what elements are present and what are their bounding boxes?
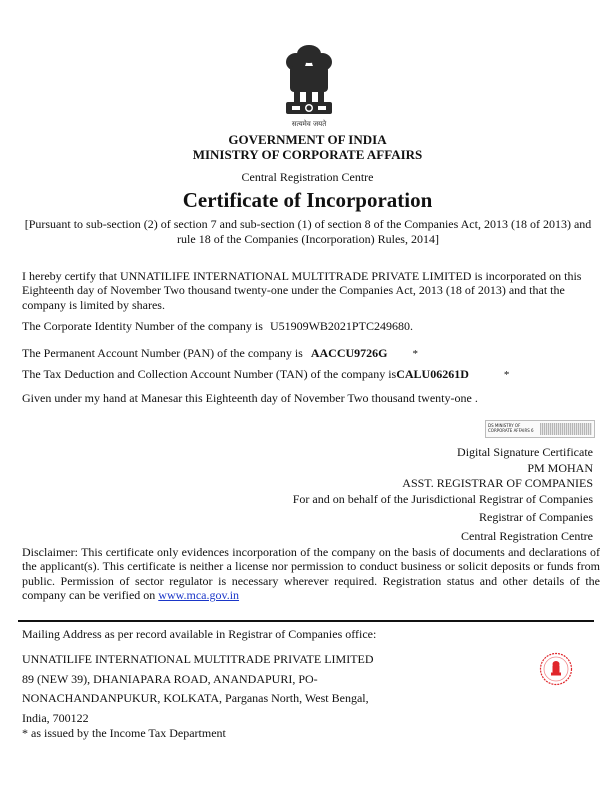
signature-label: Digital Signature Certificate xyxy=(457,445,593,459)
signatory-designation: ASST. REGISTRAR OF COMPANIES xyxy=(402,476,593,490)
signature-block xyxy=(293,445,593,544)
tan-asterisk: * xyxy=(503,369,510,381)
emblem-motto: सत्यमेव जयते xyxy=(291,120,327,128)
disclaimer-text: Disclaimer: This certificate only evidences incorporation of the company on the basis of documents and declarations of the applicant(s). This certificate is neither a license nor permission to conduct business or solicit deposits or funds from public. Permission of sector regulator is necessary wherever required. Registration status and other details of the company can be verified on xyxy=(22,545,600,603)
stamp-line-2: CORPORATE AFFAIRS 6 xyxy=(488,428,534,433)
address-line-1: UNNATILIFE INTERNATIONAL MULTITRADE PRIVATE LIMITED xyxy=(22,652,374,666)
digital-signature-stamp xyxy=(485,420,595,438)
signature-stamp-text xyxy=(488,423,538,433)
signatory-centre: Central Registration Centre xyxy=(461,528,593,543)
address-line-3: NONACHANDANPUKUR, KOLKATA, Parganas North, West Bengal, xyxy=(22,691,369,705)
given-line: Given under my hand at Manesar this Eighteenth day of November Two thousand twenty-one . xyxy=(22,391,478,405)
centre-line: Central Registration Centre xyxy=(241,170,374,184)
cin-label: The Corporate Identity Number of the company is xyxy=(22,319,263,333)
pan-value: AACCU9726G xyxy=(310,346,388,360)
pan-asterisk: * xyxy=(412,348,418,360)
address-line-2: 89 (NEW 39), DHANIAPARA ROAD, ANANDAPURI, PO- xyxy=(22,671,318,686)
cin-value: U51909WB2021PTC249680. xyxy=(269,319,413,333)
cin-line xyxy=(22,319,602,333)
address-line-4: India, 700122 xyxy=(22,710,89,725)
government-line: GOVERNMENT OF INDIA xyxy=(228,132,387,147)
stamp-line-1: DS MINISTRY OF xyxy=(488,423,521,428)
tan-line xyxy=(22,367,602,382)
tan-value: CALU06261D xyxy=(396,367,469,381)
document-title: Certificate of Incorporation xyxy=(182,188,433,212)
signatory-name: PM MOHAN xyxy=(527,460,593,475)
footnote: * as issued by the Income Tax Department xyxy=(22,726,226,740)
pursuant-line-2: rule 18 of the Companies (Incorporation) Rules, 2014] xyxy=(177,232,439,246)
pan-line xyxy=(22,346,602,361)
tan-label: The Tax Deduction and Collection Account Number (TAN) of the company is xyxy=(22,367,397,381)
pursuant-clause xyxy=(18,217,598,247)
mailing-heading: Mailing Address as per record available in Registrar of Companies office: xyxy=(22,627,377,641)
ashoka-emblem-icon xyxy=(276,2,342,130)
mca-website-link[interactable]: www.mca.gov.in xyxy=(158,588,240,603)
ministry-line: MINISTRY OF CORPORATE AFFAIRS xyxy=(192,147,423,162)
signatory-registrar: Registrar of Companies xyxy=(479,510,593,524)
disclaimer-paragraph xyxy=(22,545,600,603)
pursuant-line-1: [Pursuant to sub-section (2) of section 7 and sub-section (1) of section 8 of the Companies Act, 2013 (18 of 2013) and xyxy=(24,217,592,231)
issuer-heading xyxy=(0,132,615,162)
official-seal-icon xyxy=(539,652,573,686)
certify-paragraph: I hereby certify that UNNATILIFE INTERNATIONAL MULTITRADE PRIVATE LIMITED is incorporated on this Eighteenth day of November Two thousand twenty-one under the Companies Act, 2013 (18 of 2013) and that the company is limited by shares. xyxy=(22,269,582,312)
signatory-behalf: For and on behalf of the Jurisdictional Registrar of Companies xyxy=(292,491,593,506)
mailing-address xyxy=(22,650,374,728)
signature-details-block xyxy=(540,423,592,435)
pan-label: The Permanent Account Number (PAN) of the company is xyxy=(22,346,303,360)
section-divider xyxy=(18,620,594,622)
